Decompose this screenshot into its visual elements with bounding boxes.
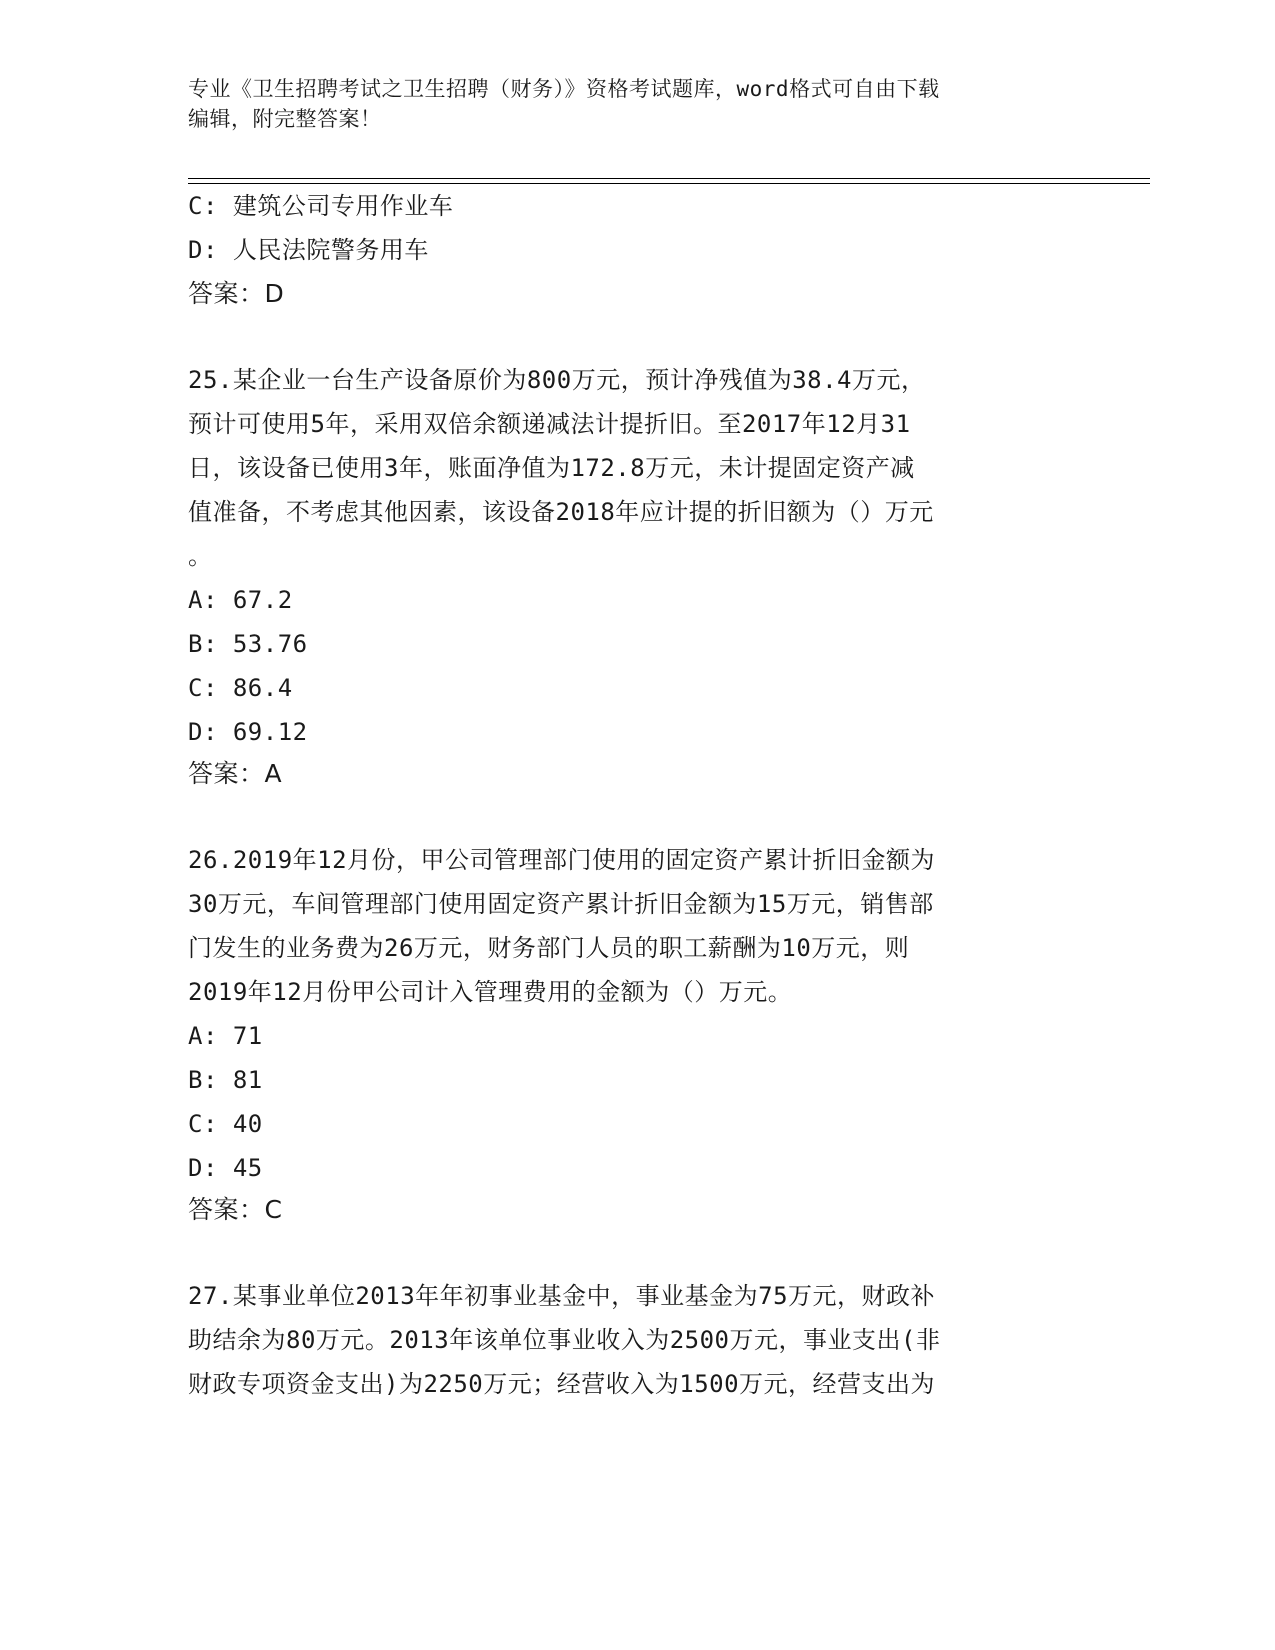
- q26-option-b: B: 81: [188, 1066, 263, 1094]
- q26-line-3: 门发生的业务费为26万元，财务部门人员的职工薪酬为10万元，则: [188, 934, 910, 962]
- q26-line-4: 2019年12月份甲公司计入管理费用的金额为（）万元。: [188, 978, 793, 1006]
- header-divider-top: [188, 178, 1150, 179]
- prev-option-c: C: 建筑公司专用作业车: [188, 192, 454, 220]
- q25-option-d: D: 69.12: [188, 718, 308, 746]
- prev-option-d: D: 人民法院警务用车: [188, 236, 429, 264]
- q25-line-2: 预计可使用5年，采用双倍余额递减法计提折旧。至2017年12月31: [188, 410, 911, 438]
- prev-answer: 答案：D: [188, 279, 285, 308]
- q25-line-1: 25.某企业一台生产设备原价为800万元，预计净残值为38.4万元，: [188, 366, 926, 394]
- q25-line-5: 。: [188, 542, 213, 570]
- q25-option-b: B: 53.76: [188, 630, 308, 658]
- q25-option-a: A: 67.2: [188, 586, 293, 614]
- q25-line-4: 值准备，不考虑其他因素，该设备2018年应计提的折旧额为（）万元: [188, 498, 934, 526]
- q25-option-c: C: 86.4: [188, 674, 293, 702]
- q26-option-d: D: 45: [188, 1154, 263, 1182]
- q26-option-a: A: 71: [188, 1022, 263, 1050]
- q25-line-3: 日，该设备已使用3年，账面净值为172.8万元，未计提固定资产减: [188, 454, 915, 482]
- q27-line-1: 27.某事业单位2013年年初事业基金中，事业基金为75万元，财政补: [188, 1282, 936, 1310]
- q26-line-2: 30万元，车间管理部门使用固定资产累计折旧金额为15万元，销售部: [188, 890, 934, 918]
- q27-line-2: 助结余为80万元。2013年该单位事业收入为2500万元，事业支出(非: [188, 1326, 941, 1354]
- q27-line-3: 财政专项资金支出)为2250万元；经营收入为1500万元，经营支出为: [188, 1370, 936, 1398]
- q26-answer: 答案：C: [188, 1195, 283, 1224]
- q26-line-1: 26.2019年12月份，甲公司管理部门使用的固定资产累计折旧金额为: [188, 846, 936, 874]
- header-line-2: 编辑，附完整答案！: [188, 107, 382, 131]
- q25-answer: 答案：A: [188, 759, 283, 788]
- header-line-1: 专业《卫生招聘考试之卫生招聘（财务）》资格考试题库，word格式可自由下载: [188, 77, 940, 101]
- q26-option-c: C: 40: [188, 1110, 263, 1138]
- document-header: [188, 74, 1088, 134]
